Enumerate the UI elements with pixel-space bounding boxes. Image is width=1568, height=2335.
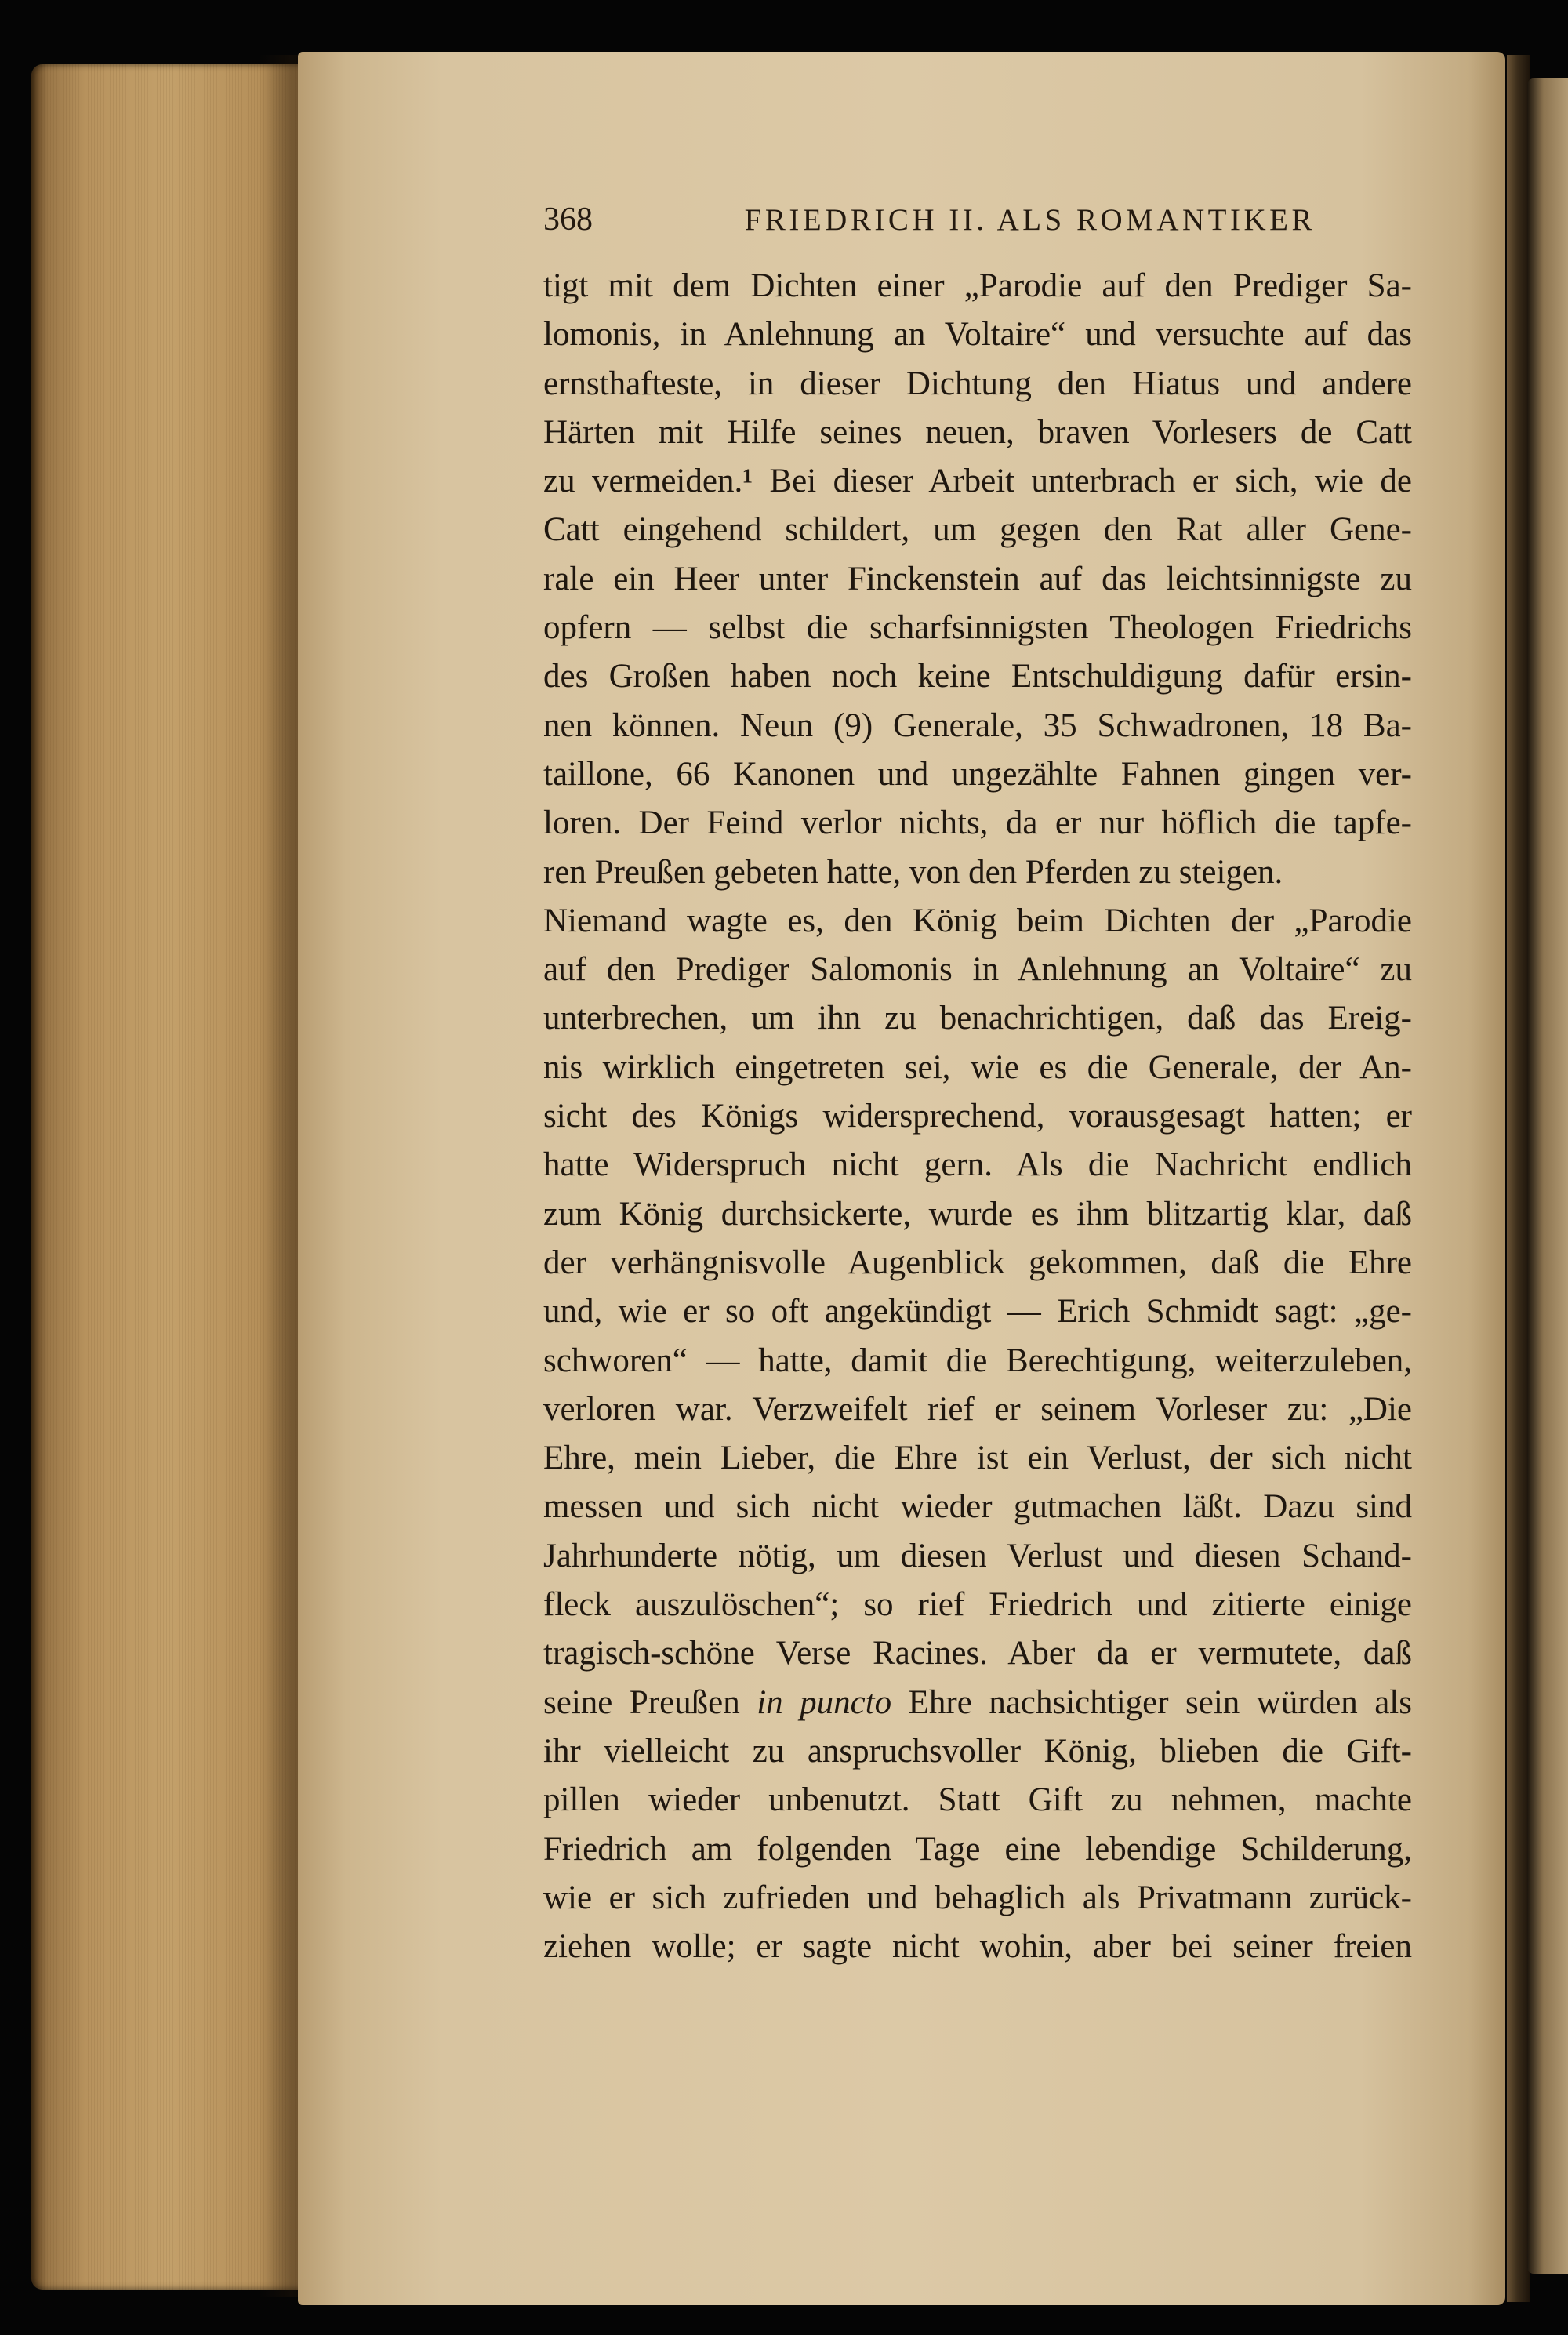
- text-line: Friedrich am folgenden Tage eine lebendige Schilderung,: [543, 1830, 1412, 1868]
- text-line: nen können. Neun (9) Generale, 35 Schwadronen, 18 Ba-: [543, 706, 1412, 744]
- text-line: ernsthafteste, in dieser Dichtung den Hiatus und andere: [543, 365, 1412, 402]
- text-segment: seine Preußen: [543, 1683, 757, 1721]
- text-line: zu vermeiden.¹ Bei dieser Arbeit unterbrach er sich, wie de: [543, 463, 1412, 500]
- text-line: ren Preußen gebeten hatte, von den Pferden zu steigen.: [543, 853, 1283, 891]
- text-line: wie er sich zufrieden und behaglich als Privatmann zurück-: [543, 1879, 1412, 1916]
- text-line: schworen“ — hatte, damit die Berechtigung, weiterzuleben,: [543, 1342, 1412, 1379]
- text-line: verloren war. Verzweifelt rief er seinem Vorleser zu: „Die: [543, 1390, 1412, 1428]
- text-line: lomonis, in Anlehnung an Voltaire“ und versuchte auf das: [543, 316, 1412, 354]
- running-head: [543, 201, 1316, 238]
- running-title: FRIEDRICH II. ALS ROMANTIKER: [744, 203, 1316, 237]
- italic-term: in puncto: [757, 1683, 892, 1721]
- text-line: ihr vielleicht zu anspruchsvoller König, blieben die Gift-: [543, 1732, 1412, 1770]
- facing-page-edge: [1527, 78, 1568, 2274]
- text-line: zum König durchsickerte, wurde es ihm blitzartig klar, daß: [543, 1195, 1412, 1233]
- text-line: sicht des Königs widersprechend, vorausgesagt hatten; er: [543, 1098, 1412, 1135]
- body-text: [543, 262, 1412, 1971]
- text-line: Jahrhunderte nötig, um diesen Verlust und diesen Schand-: [543, 1537, 1412, 1574]
- text-line: [543, 1679, 1412, 1727]
- text-line: messen und sich nicht wieder gutmachen läßt. Dazu sind: [543, 1488, 1412, 1526]
- text-line: Ehre, mein Lieber, die Ehre ist ein Verlust, der sich nicht: [543, 1440, 1412, 1477]
- text-line: tigt mit dem Dichten einer „Parodie auf den Prediger Sa-: [543, 267, 1412, 304]
- text-line: tragisch-schöne Verse Racines. Aber da er vermutete, daß: [543, 1635, 1412, 1672]
- text-line: ziehen wolle; er sagte nicht wohin, aber bei seiner freien: [543, 1928, 1412, 1966]
- text-segment: Ehre nachsichtiger sein würden als: [891, 1683, 1412, 1721]
- page-number: 368: [543, 202, 593, 238]
- text-line: nis wirklich eingetreten sei, wie es die Generale, der An-: [543, 1048, 1412, 1086]
- text-line: pillen wieder unbenutzt. Statt Gift zu nehmen, machte: [543, 1781, 1412, 1819]
- text-line: Niemand wagte es, den König beim Dichten der „Parodie: [543, 902, 1412, 939]
- text-line: rale ein Heer unter Finckenstein auf das leichtsinnigste zu: [543, 560, 1412, 597]
- text-line: unterbrechen, um ihn zu benachrichtigen, daß das Ereig-: [543, 1000, 1412, 1037]
- text-line: der verhängnisvolle Augenblick gekommen, daß die Ehre: [543, 1244, 1412, 1281]
- text-line: Härten mit Hilfe seines neuen, braven Vorlesers de Catt: [543, 413, 1412, 451]
- text-line: Catt eingehend schildert, um gegen den Rat aller Gene-: [543, 511, 1412, 549]
- text-line: und, wie er so oft angekündigt — Erich Schmidt sagt: „ge-: [543, 1293, 1412, 1331]
- text-line: fleck auszulöschen“; so rief Friedrich und zitierte einige: [543, 1586, 1412, 1624]
- text-line: auf den Prediger Salomonis in Anlehnung an Voltaire“ zu: [543, 951, 1412, 989]
- text-line: hatte Widerspruch nicht gern. Als die Nachricht endlich: [543, 1146, 1412, 1184]
- text-line: loren. Der Feind verlor nichts, da er nur höflich die tapfe-: [543, 804, 1412, 842]
- text-line: opfern — selbst die scharfsinnigsten Theologen Friedrichs: [543, 609, 1412, 647]
- text-line: taillone, 66 Kanonen und ungezählte Fahnen gingen ver-: [543, 755, 1412, 793]
- text-line: des Großen haben noch keine Entschuldigung dafür ersin-: [543, 658, 1412, 695]
